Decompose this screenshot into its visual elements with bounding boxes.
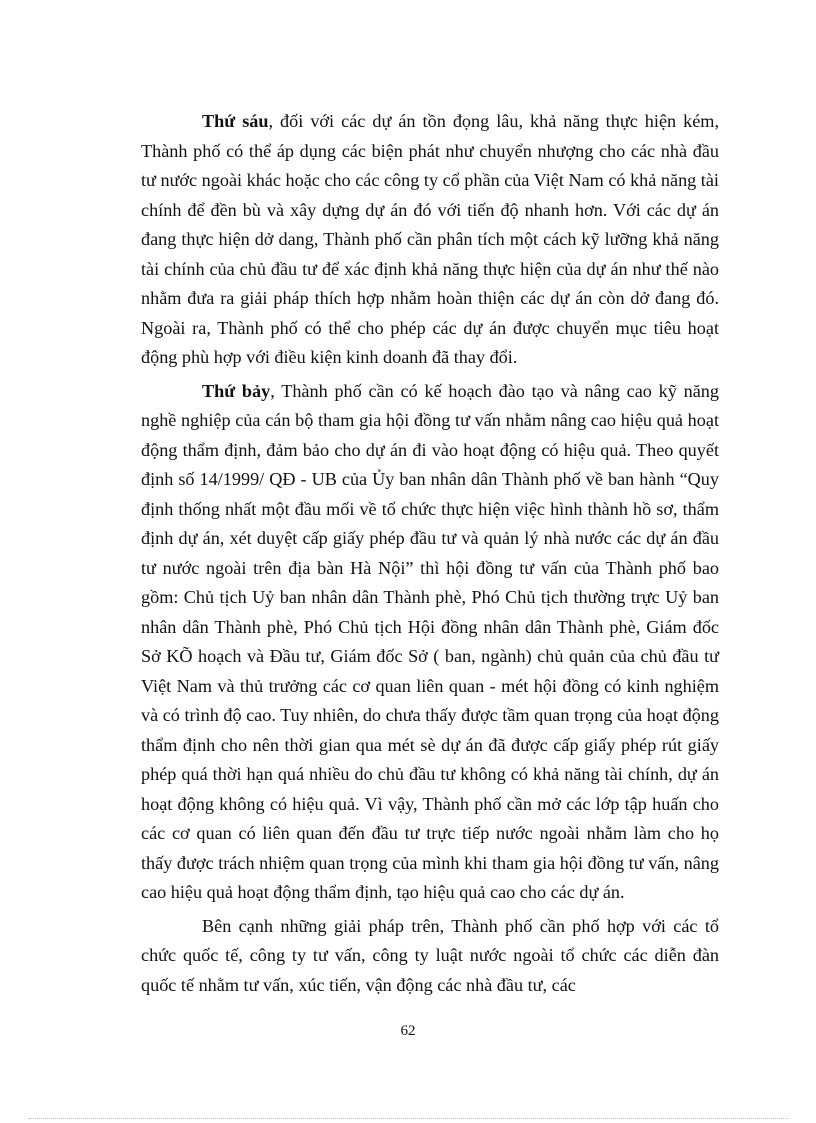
body-text [141,107,719,1004]
paragraph-ben-canh [141,912,719,1001]
paragraph-thu-bay [141,377,719,908]
paragraph-lead: Thứ bảy [202,380,271,401]
paragraph-thu-sau [141,107,719,373]
page-number: 62 [400,1023,416,1039]
paragraph-text: , đối với các dự án tồn đọng lâu, khả năng thực hiện kém, Thành phố có thể áp dụng các biện phát như chuyển nhượng cho các nhà đầu tư nước ngoài khác hoặc cho các công ty cổ phần của Việt Nam có khả năng tài chính để đền bù và xây dựng dự án đó với tiến độ nhanh hơn. Với các dự án đang thực hiện dở dang, Thành phố cần phân tích một cách kỹ lưỡng khả năng tài chính của chủ đầu tư để xác định khả năng thực hiện của dự án như thế nào nhằm đưa ra giải pháp thích hợp nhằm hoàn thiện các dự án còn dở đang đó. Ngoài ra, Thành phố có thể cho phép các dự án được chuyển mục tiêu hoạt động phù hợp với điều kiện kinh doanh đã thay đổi. [141,111,719,367]
paragraph-text: Bên cạnh những giải pháp trên, Thành phố cần phố hợp với các tổ chức quốc tế, công ty tư vấn, công ty luật nước ngoài tổ chức các diễn đàn quốc tế nhằm tư vấn, xúc tiến, vận động các nhà đầu tư, các [141,915,719,995]
page-bottom-divider [28,1118,788,1119]
paragraph-text: , Thành phố cần có kế hoạch đào tạo và nâng cao kỹ năng nghề nghiệp của cán bộ tham gia hội đồng tư vấn nhằm nâng cao hiệu quả hoạt động thẩm định, đảm bảo cho dự án đi vào hoạt động có hiệu quả. Theo quyết định số 14/1999/ QĐ - UB của Ủy ban nhân dân Thành phố về ban hành “Quy định thống nhất một đầu mối về tổ chức thực hiện việc hình thành hồ sơ, thẩm định dự án, xét duyệt cấp giấy phép đầu tư và quản lý nhà nước các dự án đầu tư nước ngoài trên địa bàn Hà Nội” thì hội đồng tư vấn của Thành phố bao gồm: Chủ tịch Uỷ ban nhân dân Thành phè, Phó Chủ tịch thường trực Uỷ ban nhân dân Thành phè, Phó Chủ tịch Hội đồng nhân dân Thành phè, Giám đốc Sở KÕ hoạch và Đầu tư, Giám đốc Sở ( ban, ngành) chủ quản của chủ đầu tư Việt Nam và thủ trưởng các cơ quan liên quan - mét hội đồng có kinh nghiệm và có trình độ cao. Tuy nhiên, do chưa thấy được tầm quan trọng của hoạt động thẩm định cho nên thời gian qua mét sè dự án đã được cấp giấy phép rút giấy phép quá thời hạn quá nhiều do chủ đầu tư không có khả năng tài chính, dự án hoạt động không có hiệu quả. Vì vậy, Thành phố cần mở các lớp tập huấn cho các cơ quan có liên quan đến đầu tư trực tiếp nước ngoài nhằm làm cho họ thấy được trách nhiệm quan trọng của mình khi tham gia hội đồng tư vấn, nâng cao hiệu quả hoạt động thẩm định, tạo hiệu quả cao cho các dự án. [141,380,719,902]
paragraph-lead: Thứ sáu [202,111,269,131]
